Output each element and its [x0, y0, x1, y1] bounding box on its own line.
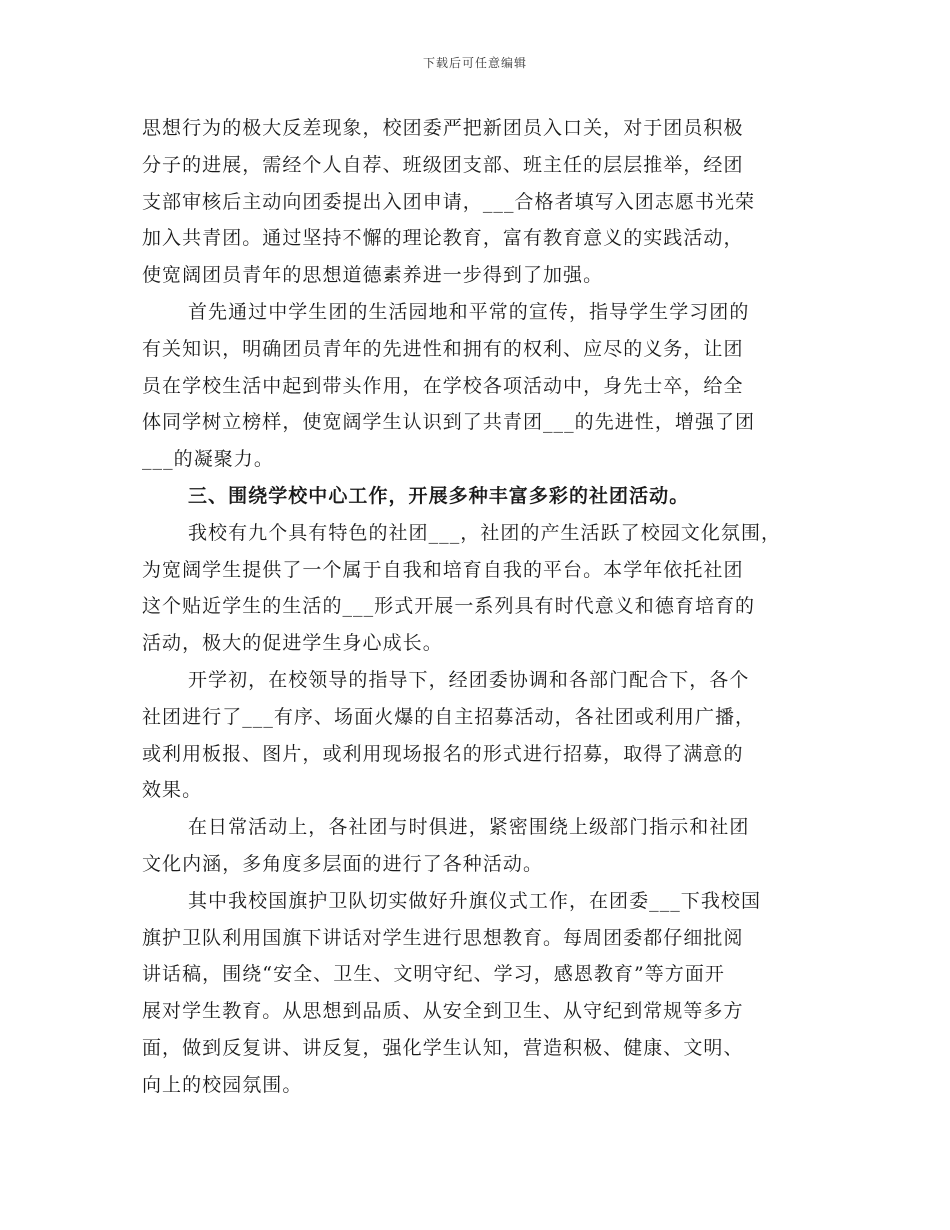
text-line: 在日常活动上，各社团与时俱进，紧密围绕上级部门指示和社团	[188, 816, 750, 839]
page-header: 下载后可任意编辑	[422, 56, 527, 70]
paragraph-new-member-admission	[142, 110, 822, 294]
text-line: 开学初，在校领导的指导下，经团委协调和各部门配合下，各个	[188, 668, 750, 691]
text-line: 加入共青团。通过坚持不懈的理论教育，富有教育意义的实践活动，	[142, 227, 744, 250]
paragraph-publicity	[142, 294, 822, 478]
text-line: 讲话稿，围绕“安全、卫生、文明守纪、学习，感恩教育”等方面开	[142, 963, 725, 986]
text-line: 这个贴近学生的生活的___形式开展一系列具有时代意义和德育培育的	[142, 595, 756, 618]
document-body	[142, 110, 822, 1104]
paragraph-recruitment	[142, 662, 822, 809]
text-line: 员在学校生活中起到带头作用，在学校各项活动中，身先士卒，给全	[142, 374, 744, 397]
text-line: 其中我校国旗护卫队切实做好升旗仪式工作，在团委___下我校国	[188, 889, 762, 912]
text-line: 文化内涵，多角度多层面的进行了各种活动。	[142, 852, 544, 875]
text-line: 我校有九个具有特色的社团___，社团的产生活跃了校园文化氛围，	[188, 521, 782, 544]
text-line: 思想行为的极大反差现象，校团委严把新团员入口关，对于团员积极	[142, 117, 744, 139]
text-line: 为宽阔学生提供了一个属于自我和培育自我的平台。本学年依托社团	[142, 558, 744, 581]
text-line: 或利用板报、图片，或利用现场报名的形式进行招募，取得了满意的	[142, 742, 744, 765]
text-line: 效果。	[142, 779, 203, 802]
text-line: 社团进行了___有序、场面火爆的自主招募活动，各社团或利用广播，	[142, 705, 756, 728]
text-line: 分子的进展，需经个人自荐、班级团支部、班主任的层层推举，经团	[142, 153, 744, 176]
text-line: 活动，极大的促进学生身心成长。	[142, 632, 443, 655]
text-line: 展对学生教育。从思想到品质、从安全到卫生、从守纪到常规等多方	[142, 1000, 744, 1023]
paragraph-clubs	[142, 515, 822, 662]
text-line: 旗护卫队利用国旗下讲话对学生进行思想教育。每周团委都仔细批阅	[142, 926, 744, 949]
text-line: 向上的校园氛围。	[142, 1073, 303, 1096]
text-line: 有关知识，明确团员青年的先进性和拥有的权利、应尽的义务，让团	[142, 337, 744, 360]
text-line: 使宽阔团员青年的思想道德素养进一步得到了加强。	[142, 264, 604, 287]
text-line: ___的凝聚力。	[142, 448, 274, 471]
section-heading-text: 三、围绕学校中心工作，开展多种丰富多彩的社团活动。	[188, 484, 690, 507]
text-line: 面，做到反复讲、讲反复，强化学生认知，营造积极、健康、文明、	[142, 1036, 744, 1059]
text-line: 首先通过中学生团的生活园地和平常的宣传，指导学生学习团的	[188, 300, 750, 323]
text-line: 支部审核后主动向团委提出入团申请，___合格者填写入团志愿书光荣	[142, 190, 756, 213]
paragraph-daily-activities	[142, 809, 822, 883]
section-heading	[142, 478, 822, 515]
text-line: 体同学树立榜样，使宽阔学生认识到了共青团___的先进性，增强了团	[142, 411, 756, 434]
paragraph-flag-guard	[142, 883, 822, 1104]
